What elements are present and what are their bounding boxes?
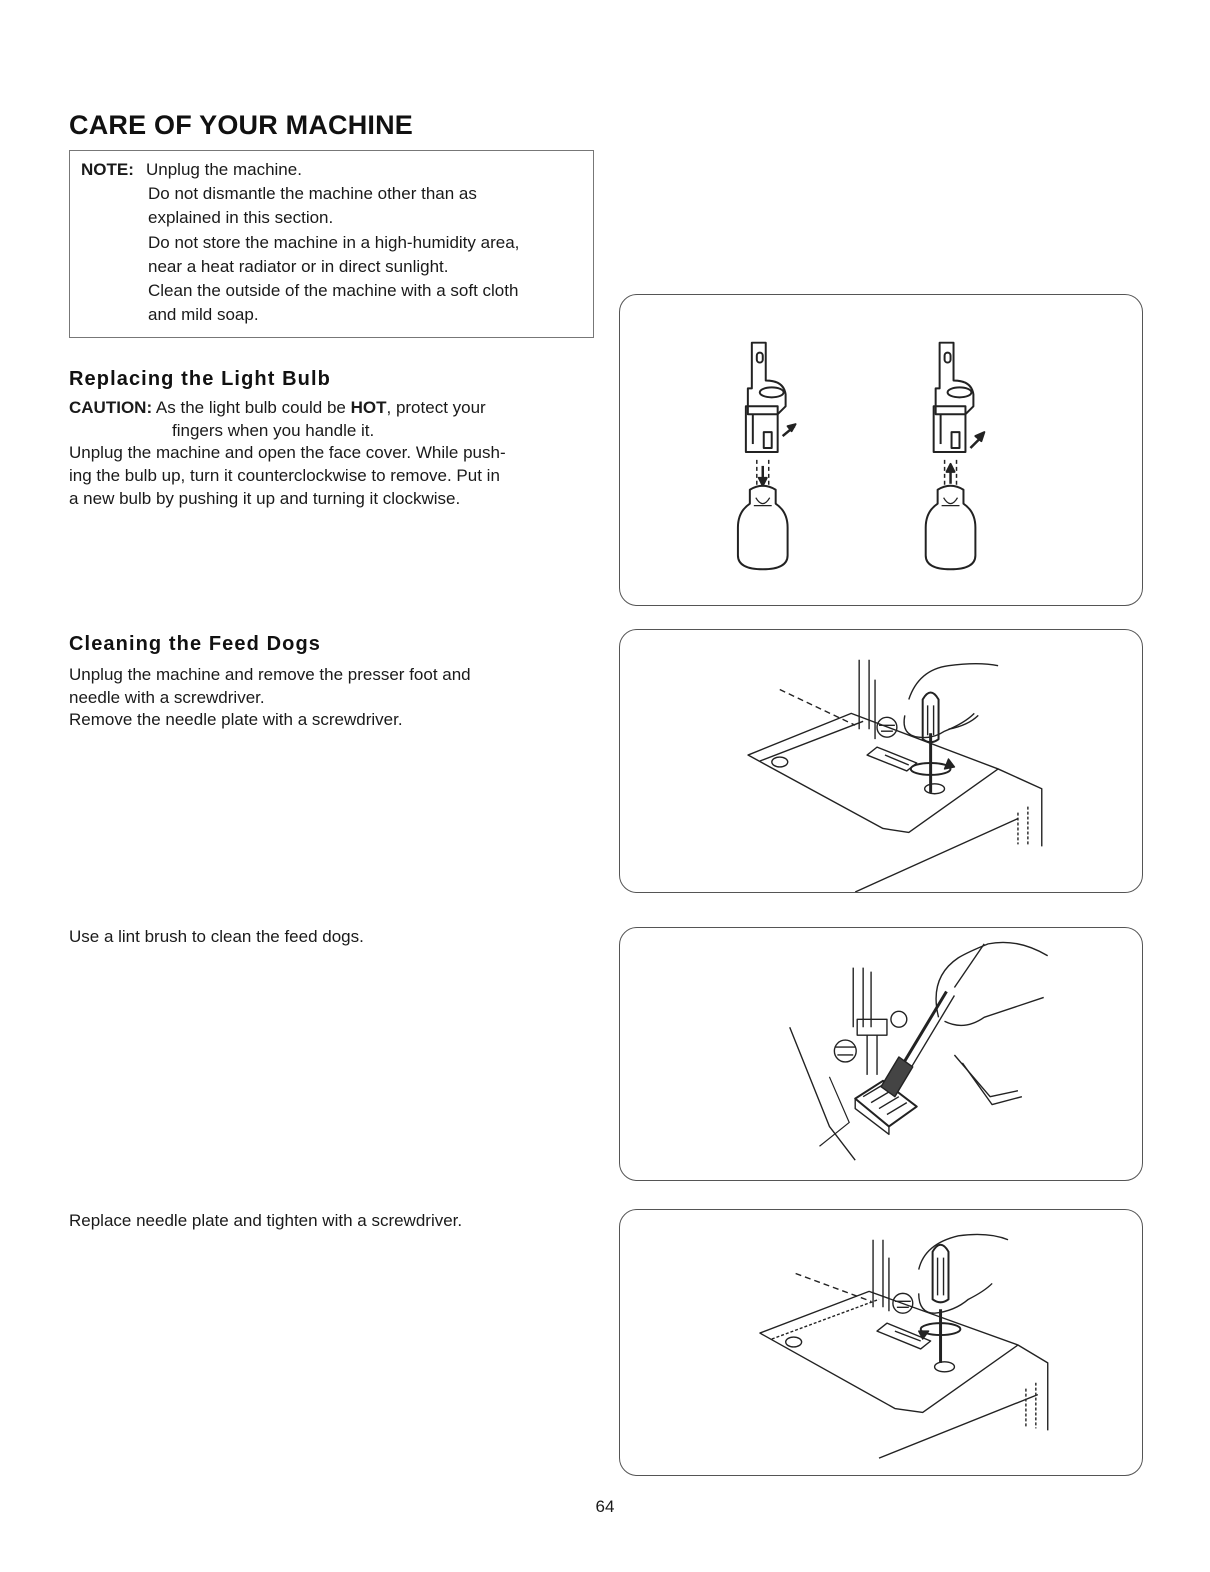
lint-brush-figure [619, 927, 1143, 1181]
feed-dogs-heading: Cleaning the Feed Dogs [69, 633, 322, 655]
body-line: a new bulb by pushing it up and turning it clockwise. [69, 488, 461, 508]
caution-hot: HOT [350, 398, 387, 417]
note-box [69, 150, 594, 338]
step-line: Unplug the machine and remove the presser foot and [69, 665, 471, 684]
note-line-first: Unplug the machine. [146, 160, 302, 179]
body-line: Unplug the machine and open the face cover. While push- [69, 443, 506, 463]
light-bulb-figure [619, 294, 1143, 606]
remove-needle-plate-illustration [620, 630, 1142, 892]
caution-line [69, 397, 589, 420]
step-line: Use a lint brush to clean the feed dogs. [69, 927, 364, 946]
note-line: and mild soap. [148, 305, 259, 325]
light-bulb-illustration [620, 295, 1142, 605]
caution-line-2: fingers when you handle it. [172, 420, 375, 440]
feed-dogs-step3 [69, 1210, 589, 1233]
feed-dogs-step1 [69, 664, 589, 732]
light-bulb-heading: Replacing the Light Bulb [69, 368, 331, 390]
light-bulb-text [69, 397, 589, 511]
feed-dogs-step2 [69, 926, 589, 949]
replace-needle-plate-illustration [620, 1210, 1142, 1475]
step-line: Remove the needle plate with a screwdriver. [69, 710, 403, 730]
note-lines [148, 182, 593, 328]
note-line: Clean the outside of the machine with a soft cloth [148, 281, 519, 301]
caution-text: As the light bulb could be [155, 398, 346, 417]
caution-label: CAUTION: [69, 398, 153, 417]
replace-needle-plate-figure [619, 1209, 1143, 1476]
note-line: explained in this section. [148, 208, 334, 228]
step-line: Replace needle plate and tighten with a screwdriver. [69, 1211, 463, 1230]
body-line: ing the bulb up, turn it counterclockwise to remove. Put in [69, 466, 500, 486]
caution-text-end: , protect your [386, 398, 486, 417]
note-line: Do not store the machine in a high-humidity area, [148, 232, 520, 252]
note-label: NOTE: [81, 160, 134, 179]
step-line: needle with a screwdriver. [69, 687, 265, 707]
page-title: CARE OF YOUR MACHINE [69, 110, 414, 140]
note-line: near a heat radiator or in direct sunlight. [148, 256, 449, 276]
page-number: 64 [595, 1497, 615, 1516]
note-line: Do not dismantle the machine other than as [148, 184, 477, 203]
remove-needle-plate-figure [619, 629, 1143, 893]
lint-brush-illustration [620, 928, 1142, 1180]
